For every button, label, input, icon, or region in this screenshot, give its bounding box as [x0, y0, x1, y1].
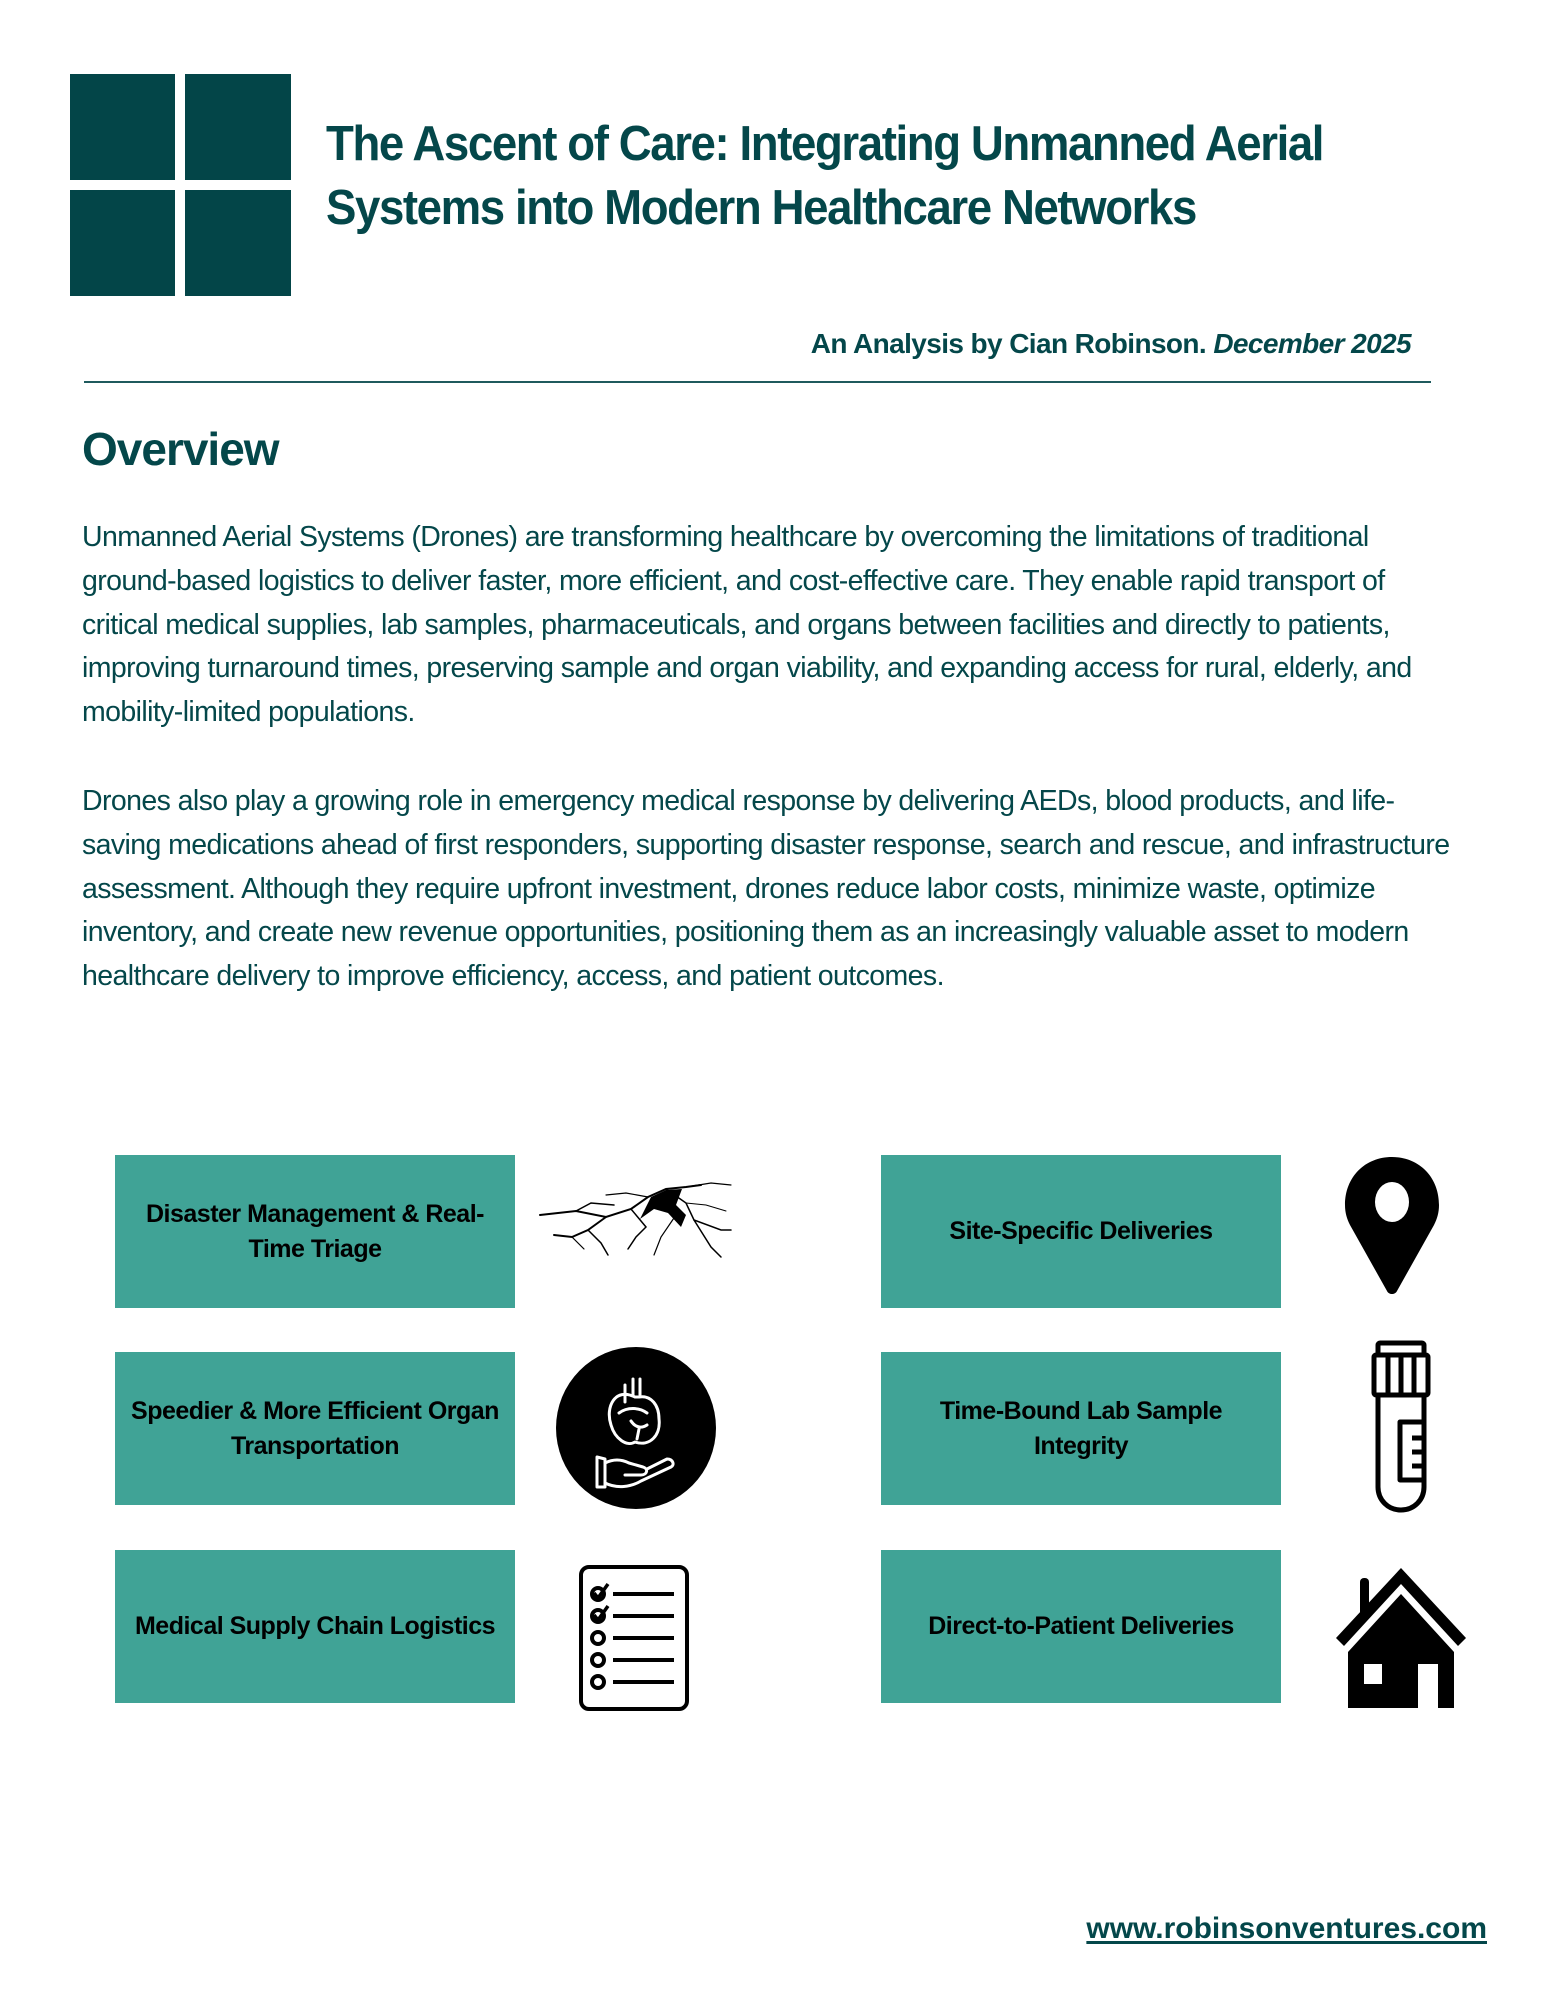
- header-divider: [84, 381, 1431, 383]
- feature-card-lab-sample: [881, 1352, 1281, 1505]
- byline-date: December 2025: [1213, 328, 1411, 359]
- ground-crack-icon: [536, 1175, 736, 1275]
- feature-card-label: Medical Supply Chain Logistics: [134, 1612, 496, 1640]
- feature-card-label: Disaster Management & Real-Time Triage: [145, 1199, 484, 1263]
- website-link[interactable]: www.robinsonventures.com: [1086, 1912, 1487, 1945]
- feature-card-label: Speedier & More Efficient Organ Transportation: [131, 1396, 499, 1460]
- feature-card-disaster-management: [115, 1155, 515, 1308]
- feature-card-label: Time-Bound Lab Sample Integrity: [939, 1396, 1223, 1460]
- logo-grid-icon: [70, 74, 291, 296]
- document-title: The Ascent of Care: Integrating Unmanned Aerial Systems into Modern Healthcare Networks: [326, 117, 1324, 235]
- house-icon: [1334, 1564, 1468, 1708]
- overview-paragraph-1: Unmanned Aerial Systems (Drones) are transforming healthcare by overcoming the limitations of traditional ground-based logistics to deliver faster, more efficient, and cost-effective care. They enable rapid transport of critical medical supplies, lab samples, pharmaceuticals, and organs between facilities and directly to patients, improving turnaround times, preserving sample and organ viability, and expanding access for rural, elderly, and mobility-limited populations.: [82, 521, 1412, 729]
- feature-card-label: Direct-to-Patient Deliveries: [928, 1612, 1234, 1640]
- overview-paragraph-2: Drones also play a growing role in emergency medical response by delivering AEDs, blood products, and life-saving medications ahead of first responders, supporting disaster response, search and rescue, and infrastructure assessment. Although they require upfront investment, drones reduce labor costs, minimize waste, optimize inventory, and create new revenue opportunities, positioning them as an increasingly valuable asset to modern healthcare delivery to improve efficiency, access, and patient outcomes.: [82, 785, 1450, 993]
- byline-author: An Analysis by Cian Robinson.: [810, 328, 1207, 359]
- test-tube-icon: [1370, 1340, 1432, 1515]
- feature-card-organ-transportation: [115, 1352, 515, 1505]
- feature-card-site-specific: [881, 1155, 1281, 1308]
- section-heading-overview: Overview: [82, 423, 279, 475]
- checklist-icon: [578, 1564, 692, 1712]
- byline: [811, 328, 1411, 360]
- feature-card-supply-chain: [115, 1550, 515, 1703]
- heart-in-hand-icon: [555, 1347, 717, 1509]
- map-pin-icon: [1343, 1155, 1441, 1295]
- feature-card-direct-to-patient: [881, 1550, 1281, 1703]
- feature-card-label: Site-Specific Deliveries: [949, 1217, 1213, 1245]
